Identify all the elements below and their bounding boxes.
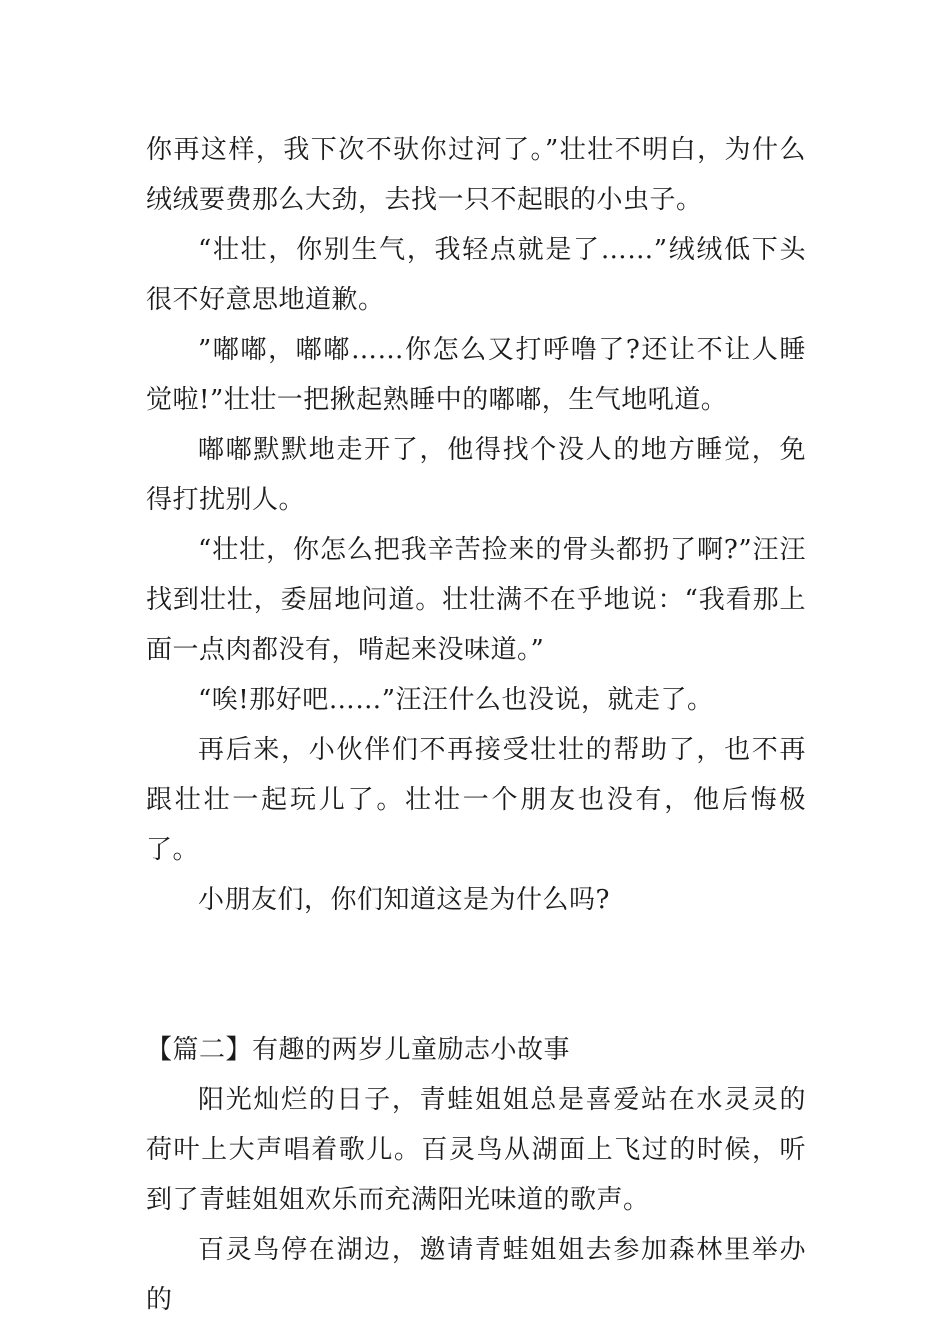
section-heading: 【篇二】有趣的两岁儿童励志小故事	[146, 1035, 571, 1065]
paragraph: 阳光灿烂的日子，青蛙姐姐总是喜爱站在水灵灵的荷叶上大声唱着歌儿。百灵鸟从湖面上飞过的时候，听到了青蛙姐姐欢乐而充满阳光味道的歌声。	[146, 1085, 806, 1215]
paragraph: 你再这样，我下次不驮你过河了。”壮壮不明白，为什么绒绒要费那么大劲，去找一只不起眼的小虫子。	[146, 135, 806, 215]
paragraph: ”嘟嘟，嘟嘟……你怎么又打呼噜了?还让不让人睡觉啦!”壮壮一把揪起熟睡中的嘟嘟，生气地吼道。	[146, 335, 806, 415]
section-spacer	[146, 925, 806, 1025]
paragraph: “唉!那好吧……”汪汪什么也没说，就走了。	[198, 685, 714, 715]
document-body	[146, 125, 806, 1325]
paragraph: 再后来，小伙伴们不再接受壮壮的帮助了，也不再跟壮壮一起玩儿了。壮壮一个朋友也没有，他后悔极了。	[146, 735, 806, 865]
paragraph: 嘟嘟默默地走开了，他得找个没人的地方睡觉，免得打扰别人。	[146, 435, 806, 515]
paragraph: “壮壮，你怎么把我辛苦捡来的骨头都扔了啊?”汪汪找到壮壮，委屈地问道。壮壮满不在乎地说：“我看那上面一点肉都没有，啃起来没味道。”	[146, 535, 806, 665]
paragraph: “壮壮，你别生气，我轻点就是了……”绒绒低下头很不好意思地道歉。	[146, 235, 806, 315]
paragraph: 小朋友们，你们知道这是为什么吗?	[198, 885, 610, 915]
paragraph: 百灵鸟停在湖边，邀请青蛙姐姐去参加森林里举办的	[146, 1235, 806, 1315]
